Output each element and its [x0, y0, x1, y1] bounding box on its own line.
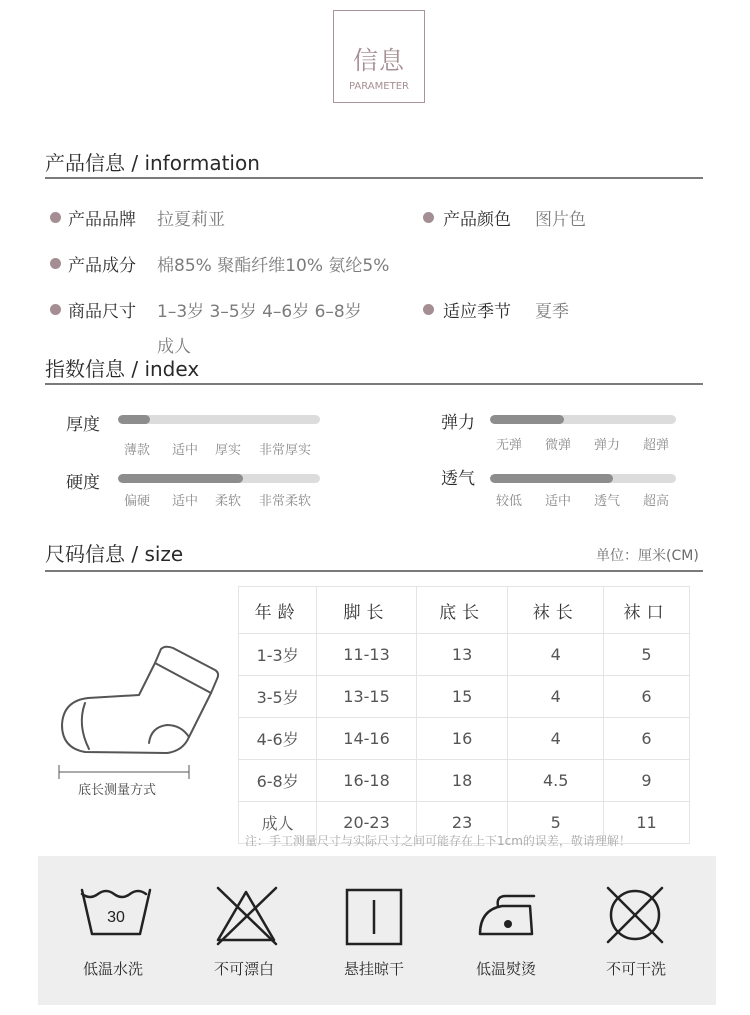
- index-divider: [45, 383, 703, 385]
- care-label-no-bleach: 不可漂白: [213, 960, 274, 978]
- table-cell: 11: [604, 802, 690, 844]
- elasticity-bar-fill: [490, 415, 564, 424]
- material-label: 产品成分: [68, 256, 136, 276]
- table-row: [239, 760, 690, 802]
- wash-temperature: 30: [107, 909, 125, 926]
- table-header-cell: 年龄: [239, 587, 317, 634]
- size-divider: [45, 570, 703, 572]
- no-dry-clean-icon: [604, 884, 666, 946]
- table-row: [239, 718, 690, 760]
- index-section-title: 指数信息 / index: [45, 357, 200, 381]
- low-iron-icon: [472, 890, 538, 940]
- table-header-cell: 脚长: [317, 587, 416, 634]
- hardness-tick: 适中: [172, 494, 199, 509]
- elasticity-tick: 无弹: [496, 438, 523, 453]
- brand-value: 拉夏莉亚: [157, 210, 225, 230]
- table-cell: 4: [508, 634, 604, 676]
- table-cell: 1-3岁: [239, 634, 317, 676]
- table-cell: 5: [604, 634, 690, 676]
- table-cell: 18: [416, 760, 508, 802]
- hang-dry-icon: [345, 888, 403, 946]
- care-label-wash: 低温水洗: [82, 960, 143, 978]
- size-table: [238, 586, 690, 844]
- unit-label: 单位：厘米(CM): [596, 548, 699, 564]
- table-cell: 23: [416, 802, 508, 844]
- color-value: 图片色: [535, 210, 586, 230]
- table-row: [239, 676, 690, 718]
- table-header-cell: 袜口: [604, 587, 690, 634]
- table-cell: 4: [508, 718, 604, 760]
- table-cell: 11-13: [317, 634, 416, 676]
- table-cell: 13-15: [317, 676, 416, 718]
- table-cell: 4: [508, 676, 604, 718]
- breathability-tick: 适中: [545, 494, 572, 509]
- table-header-cell: 袜长: [508, 587, 604, 634]
- brand-label: 产品品牌: [68, 210, 136, 230]
- elasticity-tick: 弹力: [594, 438, 621, 453]
- size-value: 1–3岁 3–5岁 4–6岁 6–8岁: [157, 302, 362, 322]
- bullet-icon: [50, 258, 61, 269]
- care-label-hang-dry: 悬挂晾干: [343, 960, 404, 978]
- bullet-icon: [50, 304, 61, 315]
- table-cell: 20-23: [317, 802, 416, 844]
- thickness-tick: 厚实: [215, 443, 242, 458]
- hardness-bar: [118, 474, 320, 483]
- hardness-bar-fill: [118, 474, 243, 483]
- size-label: 商品尺寸: [68, 302, 136, 322]
- size-section-title: 尺码信息 / size: [45, 542, 184, 566]
- thickness-bar: [118, 415, 320, 424]
- season-label: 适应季节: [443, 302, 511, 322]
- table-cell: 15: [416, 676, 508, 718]
- no-bleach-icon: [212, 884, 280, 946]
- table-cell: 14-16: [317, 718, 416, 760]
- thickness-label: 厚度: [66, 415, 100, 435]
- table-cell: 13: [416, 634, 508, 676]
- wash-30-icon: [78, 884, 154, 944]
- hardness-label: 硬度: [66, 473, 100, 493]
- material-value: 棉85% 聚酯纤维10% 氨纶5%: [157, 256, 390, 276]
- table-cell: 16-18: [317, 760, 416, 802]
- hardness-tick: 非常柔软: [259, 494, 312, 509]
- breathability-tick: 较低: [496, 494, 523, 509]
- thickness-tick: 非常厚实: [259, 443, 312, 458]
- information-section-title: 产品信息 / information: [45, 151, 260, 175]
- table-cell: 4.5: [508, 760, 604, 802]
- size-value-line2: 成人: [157, 337, 191, 357]
- color-label: 产品颜色: [443, 210, 511, 230]
- information-divider: [45, 177, 703, 179]
- sock-caption: 底长测量方式: [78, 783, 157, 798]
- thickness-bar-fill: [118, 415, 150, 424]
- care-label-low-iron: 低温熨烫: [475, 960, 536, 978]
- header-title: 信息: [352, 46, 405, 75]
- breathability-bar: [490, 474, 676, 483]
- table-cell: 16: [416, 718, 508, 760]
- bullet-icon: [423, 212, 434, 223]
- breathability-tick: 超高: [643, 494, 670, 509]
- hardness-tick: 偏硬: [124, 494, 151, 509]
- header-subtitle: PARAMETER: [349, 81, 409, 92]
- table-cell: 3-5岁: [239, 676, 317, 718]
- bullet-icon: [50, 212, 61, 223]
- breathability-label: 透气: [441, 469, 475, 489]
- table-cell: 6-8岁: [239, 760, 317, 802]
- care-label-no-dry-clean: 不可干洗: [605, 960, 666, 978]
- breathability-tick: 透气: [594, 494, 621, 509]
- elasticity-tick: 超弹: [643, 438, 670, 453]
- sock-illustration-icon: [55, 645, 225, 785]
- table-cell: 4-6岁: [239, 718, 317, 760]
- thickness-tick: 薄款: [124, 443, 151, 458]
- hardness-tick: 柔软: [215, 494, 242, 509]
- table-cell: 6: [604, 718, 690, 760]
- season-value: 夏季: [535, 302, 569, 322]
- elasticity-label: 弹力: [441, 413, 475, 433]
- table-cell: 成人: [239, 802, 317, 844]
- table-header-row: [239, 587, 690, 634]
- bullet-icon: [423, 304, 434, 315]
- table-cell: 5: [508, 802, 604, 844]
- table-row: [239, 634, 690, 676]
- table-cell: 6: [604, 676, 690, 718]
- table-cell: 9: [604, 760, 690, 802]
- table-header-cell: 底长: [416, 587, 508, 634]
- thickness-tick: 适中: [172, 443, 199, 458]
- measurement-note: 注：手工测量尺寸与实际尺寸之间可能存在上下1cm的误差，敬请理解！: [245, 834, 631, 848]
- elasticity-tick: 微弹: [545, 438, 572, 453]
- elasticity-bar: [490, 415, 676, 424]
- breathability-bar-fill: [490, 474, 613, 483]
